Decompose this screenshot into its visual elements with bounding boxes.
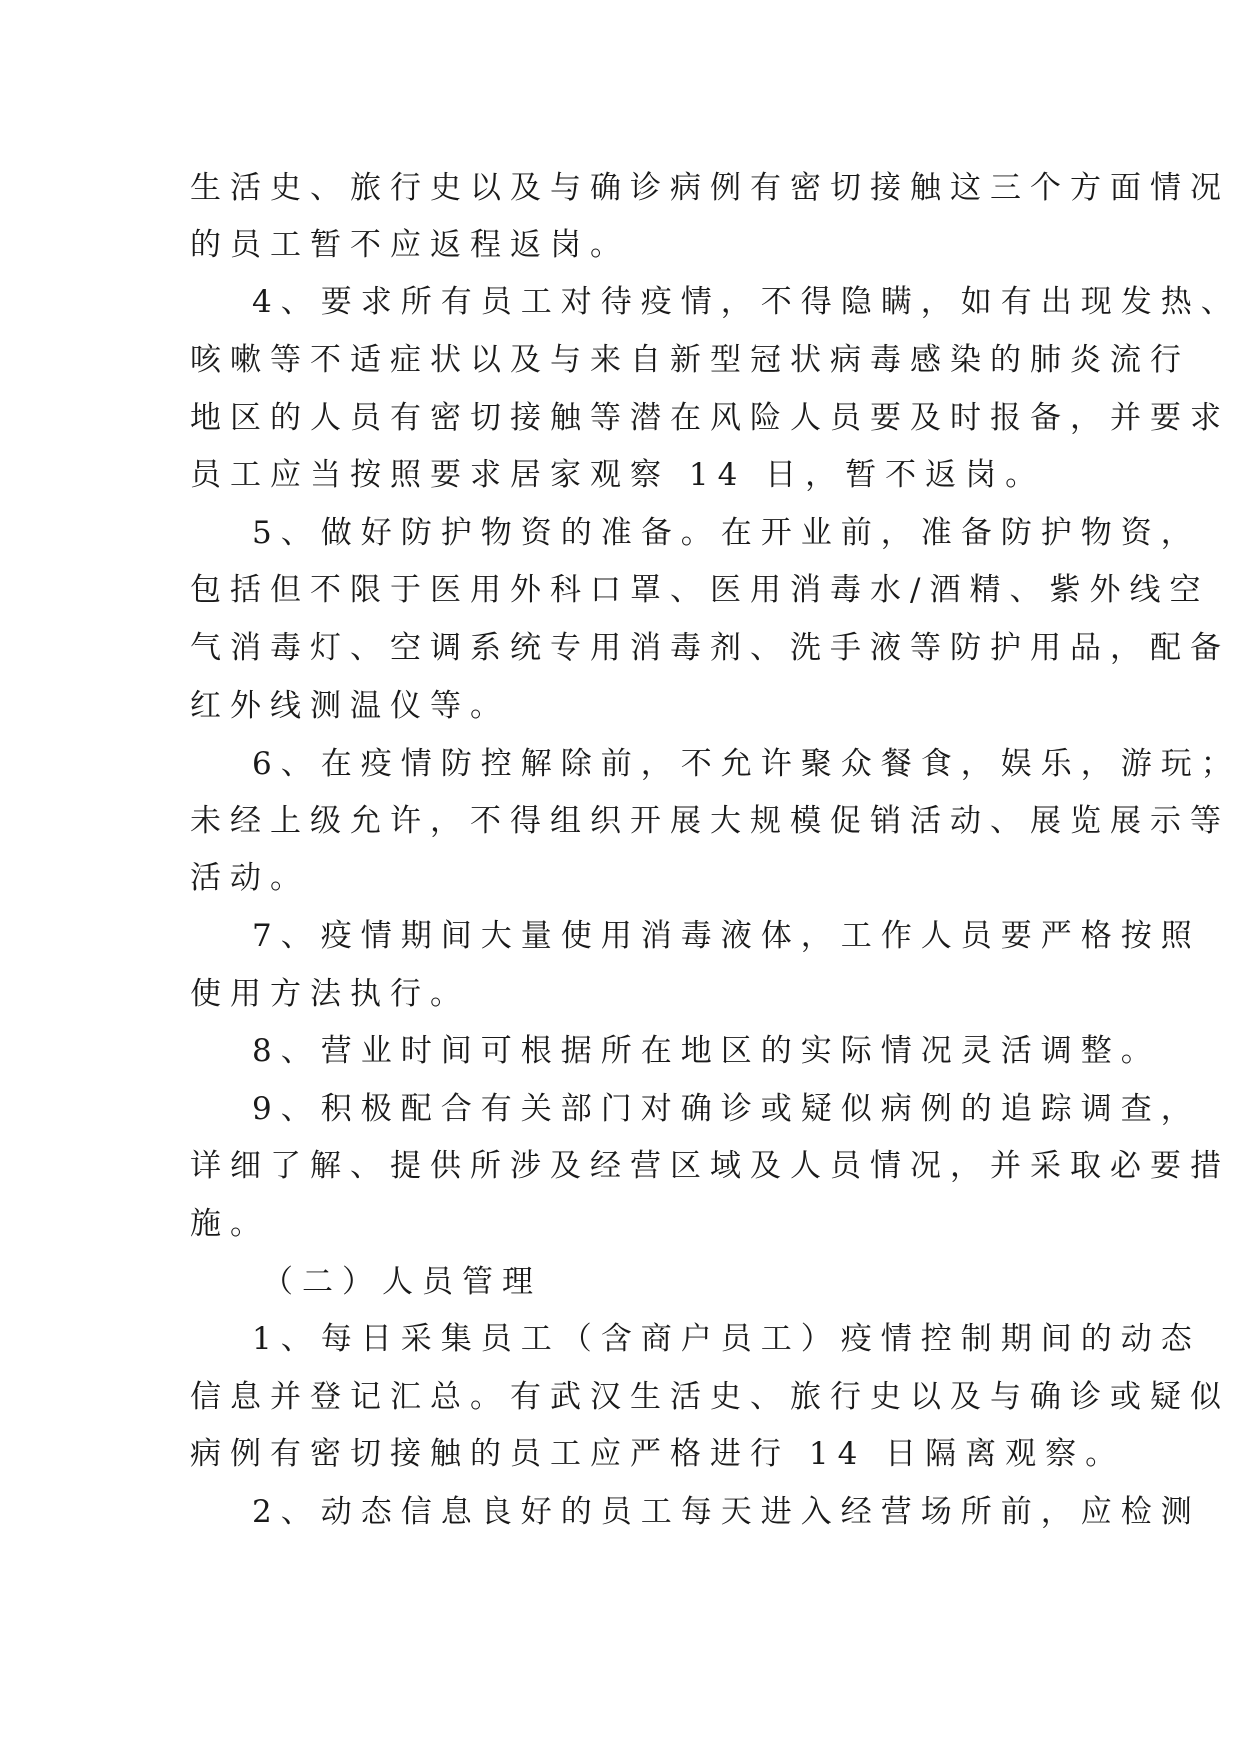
text-line: 详细了解、提供所涉及经营区域及人员情况，并采取必要措: [190, 1148, 1230, 1184]
text-line: 病例有密切接触的员工应严格进行 14 日隔离观察。: [190, 1436, 1126, 1472]
text-line: 员工应当按照要求居家观察 14 日，暂不返岗。: [190, 457, 1046, 493]
text-line: 9、积极配合有关部门对确诊或疑似病例的追踪调查，: [252, 1091, 1201, 1127]
text-line: 1、每日采集员工（含商户员工）疫情控制期间的动态: [252, 1321, 1201, 1357]
text-line: 8、营业时间可根据所在地区的实际情况灵活调整。: [252, 1033, 1161, 1069]
text-line: 生活史、旅行史以及与确诊病例有密切接触这三个方面情况: [190, 170, 1230, 206]
text-line: 施。: [190, 1206, 270, 1242]
text-line: 活动。: [190, 860, 310, 896]
text-line: 7、疫情期间大量使用消毒液体，工作人员要严格按照: [252, 918, 1201, 954]
text-line: 未经上级允许，不得组织开展大规模促销活动、展览展示等: [190, 803, 1230, 839]
text-line: 2、动态信息良好的员工每天进入经营场所前，应检测: [252, 1494, 1201, 1530]
text-line: 地区的人员有密切接触等潜在风险人员要及时报备，并要求: [190, 400, 1230, 436]
text-line: 4、要求所有员工对待疫情，不得隐瞒，如有出现发热、: [252, 284, 1241, 320]
text-line: 咳嗽等不适症状以及与来自新型冠状病毒感染的肺炎流行: [190, 342, 1190, 378]
text-line: 的员工暂不应返程返岗。: [190, 227, 630, 263]
text-line: 红外线测温仪等。: [190, 688, 510, 724]
text-line: 使用方法执行。: [190, 976, 470, 1012]
text-line: 包括但不限于医用外科口罩、医用消毒水/酒精、紫外线空: [190, 572, 1210, 608]
text-line: 5、做好防护物资的准备。在开业前，准备防护物资，: [252, 515, 1201, 551]
text-line: 6、在疫情防控解除前，不允许聚众餐食，娱乐，游玩；: [252, 746, 1241, 782]
text-line: 气消毒灯、空调系统专用消毒剂、洗手液等防护用品，配备: [190, 630, 1230, 666]
section-heading: （二）人员管理: [262, 1264, 542, 1300]
text-line: 信息并登记汇总。有武汉生活史、旅行史以及与确诊或疑似: [190, 1379, 1230, 1415]
